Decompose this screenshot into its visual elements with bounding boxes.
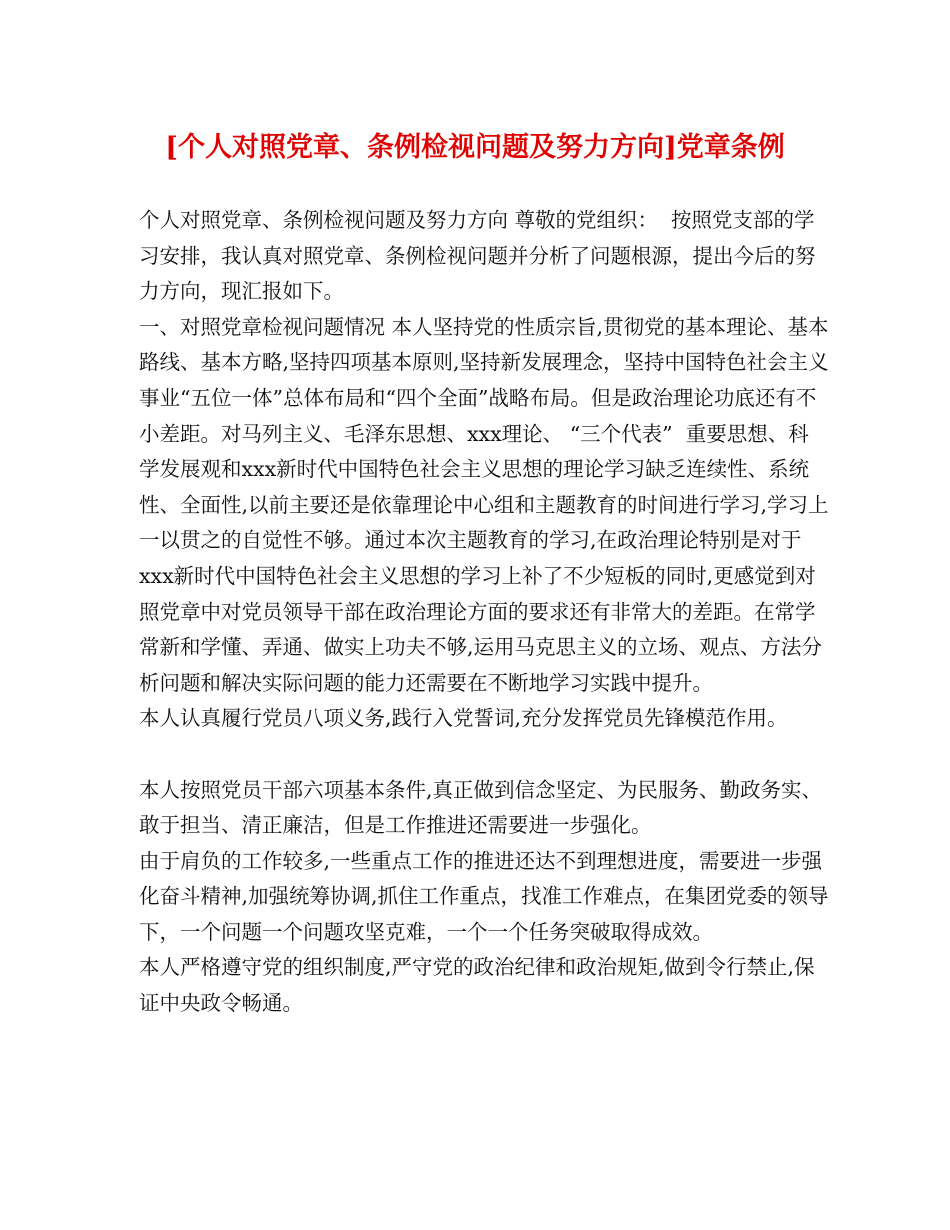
paragraph-obligations: 本人认真履行党员八项义务,践行入党誓词,充分发挥党员先锋模范作用。 <box>139 706 788 731</box>
paragraph-conditions: 本人按照党员干部六项基本条件,真正做到信念坚定、为民服务、勤政务实、敢于担当、清正廉洁，但是工作推进还需要进一步强化。 <box>139 777 823 838</box>
paragraph-section-one: 一、对照党章检视问题情况 本人坚持党的性质宗旨,贯彻党的基本理论、基本路线、基本方略,坚持四项基本原则,坚持新发展理念，坚持中国特色社会主义事业“五位一体”总体布局和“四个全面”战略布局。但是政治理论功底还有不小差距。对马列主义、毛泽东思想、xxx理论、 “三个代表” 重要思想、科学发展观和xxx新时代中国特色社会主义思想的理论学习缺乏连续性、系统性、全面性,以前主要还是依靠理论中心组和主题教育的时间进行学习,学习上一以贯之的自觉性不够。通过本次主题教育的学习,在政治理论特别是对于xxx新时代中国特色社会主义思想的学习上补了不少短板的同时,更感觉到对照党章中对党员领导干部在政治理论方面的要求还有非常大的差距。在常学常新和学懂、弄通、做实上功夫不够,运用马克思主义的立场、观点、方法分析问题和解决实际问题的能力还需要在不断地学习实践中提升。 <box>139 314 829 695</box>
paragraph-discipline: 本人严格遵守党的组织制度,严守党的政治纪律和政治规矩,做到令行禁止,保证中央政令畅通。 <box>139 955 815 1016</box>
paragraph-workload: 由于肩负的工作较多,一些重点工作的推进还达不到理想进度，需要进一步强化奋斗精神,加强统筹协调,抓住工作重点，找准工作难点，在集团党委的领导下，一个问题一个问题攻坚克难，一个一个任务突破取得成效。 <box>139 848 829 944</box>
document-title: [个人对照党章、条例检视问题及努力方向]党章条例 <box>165 132 785 163</box>
document-body <box>139 203 829 1022</box>
paragraph-spacer <box>139 737 829 773</box>
paragraph-intro: 个人对照党章、条例检视问题及努力方向 尊敬的党组织： 按照党支部的学习安排，我认真对照党章、条例检视问题并分析了问题根源，提出今后的努力方向，现汇报如下。 <box>139 208 816 304</box>
